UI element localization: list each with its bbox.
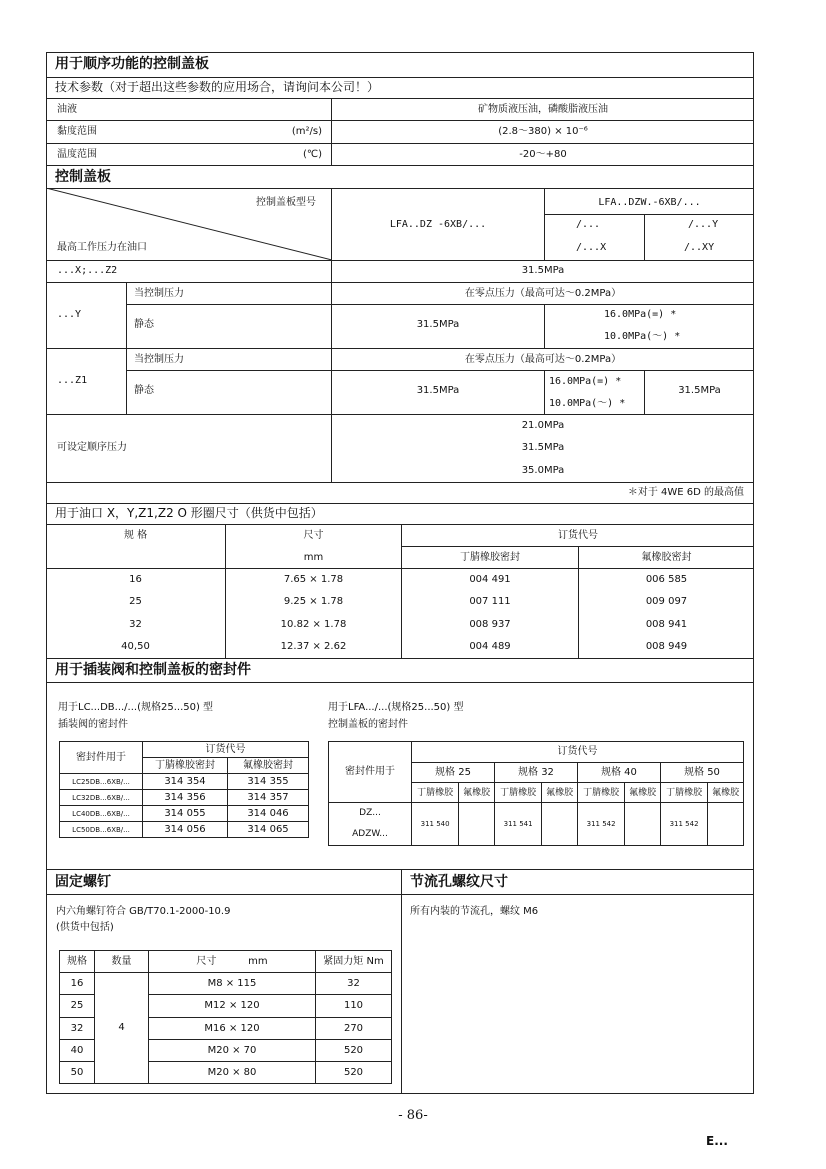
seq-pressure-value: 35.0MPa	[521, 465, 565, 476]
oring-dim: 7.65 × 1.78	[283, 574, 344, 585]
diag-header-top: 控制盖板型号	[256, 197, 316, 208]
port-label: ...Y	[57, 309, 82, 320]
oring-dim: 10.82 × 1.78	[280, 619, 347, 630]
divider	[544, 214, 754, 215]
seal-nbr: 314 354	[143, 774, 228, 790]
oring-dim: 12.37 × 2.62	[280, 641, 347, 652]
divider	[544, 370, 545, 414]
oring-nbr: 004 489	[469, 641, 511, 652]
table-row	[60, 774, 309, 790]
screw-torque: 270	[316, 1018, 392, 1040]
divider	[46, 143, 754, 144]
screw-dim: M8 × 115	[149, 973, 316, 995]
cover-seal-type: DZ...	[359, 808, 381, 818]
section-title-seals: 用于插装阀和控制盖板的密封件	[55, 662, 251, 678]
divider	[46, 282, 754, 283]
section-title-control-cover: 控制盖板	[55, 169, 111, 185]
cover-type-dz: LFA..DZ -6XB/...	[389, 219, 487, 230]
table-row	[60, 806, 309, 822]
divider	[46, 482, 754, 483]
left-header-nbr: 丁腈橡胶密封	[143, 758, 228, 774]
oring-nbr: 007 111	[469, 596, 511, 607]
left-caption: 用于LC...DB.../...(规格25...50) 型	[58, 702, 214, 713]
tech-params-title: 技术参数（对于超出这些参数的应用场合，请询问本公司！）	[55, 80, 380, 94]
screw-qty: 4	[95, 973, 149, 1084]
divider	[126, 304, 754, 305]
screw-size: 40	[60, 1040, 95, 1062]
col-header-dim-unit: mm	[303, 552, 324, 563]
divider	[331, 188, 332, 482]
screw-torque: 110	[316, 995, 392, 1018]
divider	[401, 546, 754, 547]
empty-cell	[625, 803, 661, 846]
divider	[46, 348, 754, 349]
pressure-value: 31.5MPa	[521, 265, 565, 276]
divider	[46, 682, 754, 683]
divider	[401, 869, 402, 1094]
param-value: (2.8～380) × 10⁻⁶	[498, 126, 588, 137]
size-header: 规格 40	[577, 763, 660, 783]
size-header: 规格 25	[412, 763, 495, 783]
param-unit: (m²/s)	[291, 126, 322, 137]
section-title-orifice: 节流孔螺纹尺寸	[410, 874, 508, 890]
static-value: 31.5MPa	[416, 319, 460, 330]
orifice-text: 所有内装的节流孔，螺纹 M6	[410, 906, 539, 917]
table-row	[60, 822, 309, 838]
divider	[401, 524, 402, 658]
param-label: 温度范围	[57, 149, 97, 160]
right-caption: 用于LFA.../...(规格25...50) 型	[328, 702, 464, 713]
port-label: ...X;...Z2	[57, 265, 118, 276]
ctrl-label: 当控制压力	[134, 354, 184, 365]
param-value: 矿物质液压油，磷酸脂液压油	[478, 104, 608, 115]
static-label: 静态	[134, 319, 154, 330]
screw-dim: M20 × 70	[149, 1040, 316, 1062]
screw-size: 50	[60, 1062, 95, 1084]
divider	[46, 524, 754, 525]
mat-nbr: 丁腈橡胶	[660, 783, 707, 803]
screw-caption: (供货中包括)	[56, 922, 114, 933]
seal-fkm: 314 355	[228, 774, 309, 790]
footnote: ＊对于 4WE 6D 的最高值	[627, 487, 744, 498]
right-caption: 控制盖板的密封件	[328, 719, 408, 730]
table-row	[60, 973, 392, 995]
col-header-nbr: 丁腈橡胶密封	[460, 552, 520, 563]
divider	[46, 98, 754, 99]
oring-nbr: 004 491	[469, 574, 511, 585]
oring-size: 32	[129, 619, 142, 630]
oring-fkm: 009 097	[645, 596, 688, 607]
left-header-fkm: 氟橡胶密封	[228, 758, 309, 774]
col-header-order: 订货代号	[558, 530, 598, 541]
screw-size: 32	[60, 1018, 95, 1040]
seal-nbr: 314 055	[143, 806, 228, 822]
divider	[46, 869, 754, 870]
seq-pressure-value: 31.5MPa	[521, 442, 565, 453]
diag-header-bottom: 最高工作压力在油口	[57, 242, 147, 253]
param-value: -20～+80	[519, 149, 567, 160]
section-title-screws: 固定螺钉	[55, 874, 111, 890]
seq-pressure-label: 可设定顺序压力	[57, 442, 127, 453]
divider	[46, 568, 754, 569]
section-title-sequence-cover: 用于顺序功能的控制盖板	[55, 56, 209, 72]
seal-type: LC25DB...6XB/...	[60, 774, 143, 790]
right-header-order: 订货代号	[412, 742, 744, 763]
oring-dim: 9.25 × 1.78	[283, 596, 344, 607]
divider	[225, 524, 226, 658]
header-size: 规格	[60, 951, 95, 973]
screw-torque: 520	[316, 1040, 392, 1062]
left-header-order: 订货代号	[143, 742, 309, 758]
static-value: 16.0MPa(=) *	[604, 309, 677, 320]
param-unit: (℃)	[302, 149, 322, 160]
divider	[46, 503, 754, 504]
table-row	[329, 803, 744, 846]
oring-size: 40,50	[121, 641, 150, 652]
param-label: 油液	[57, 104, 77, 115]
seal-table-cover	[328, 741, 744, 846]
divider	[126, 370, 754, 371]
cover-seal-code: 311 540	[412, 803, 459, 846]
mat-fkm: 氟橡胶	[459, 783, 495, 803]
seal-fkm: 314 357	[228, 790, 309, 806]
header-torque: 紧固力矩 Nm	[316, 951, 392, 973]
screw-size: 25	[60, 995, 95, 1018]
oring-size: 16	[129, 574, 142, 585]
divider	[644, 214, 645, 260]
seal-nbr: 314 056	[143, 822, 228, 838]
static-value: 31.5MPa	[416, 385, 460, 396]
empty-cell	[542, 803, 578, 846]
divider	[46, 658, 754, 659]
col-header-dim: 尺寸	[303, 530, 324, 541]
seal-type: LC50DB...6XB/...	[60, 822, 143, 838]
oring-nbr: 008 937	[469, 619, 511, 630]
screw-table	[59, 950, 392, 1084]
screw-dim: M20 × 80	[149, 1062, 316, 1084]
page-number: - 86-	[398, 1108, 428, 1123]
oring-fkm: 008 941	[645, 619, 688, 630]
corner-mark: E...	[706, 1134, 728, 1148]
screw-size: 16	[60, 973, 95, 995]
mat-fkm: 氟橡胶	[542, 783, 578, 803]
divider	[544, 304, 545, 348]
left-header-type: 密封件用于	[60, 742, 143, 774]
mat-nbr: 丁腈橡胶	[494, 783, 541, 803]
seal-nbr: 314 356	[143, 790, 228, 806]
oring-section-title: 用于油口 X，Y,Z1,Z2 O 形圈尺寸（供货中包括）	[55, 506, 323, 520]
static-value: 10.0MPa(～) *	[549, 398, 626, 409]
mat-nbr: 丁腈橡胶	[412, 783, 459, 803]
size-header: 规格 32	[494, 763, 577, 783]
param-label: 黏度范围	[57, 126, 97, 137]
seal-fkm: 314 046	[228, 806, 309, 822]
divider	[46, 414, 754, 415]
table-row	[60, 790, 309, 806]
divider	[126, 282, 127, 348]
seq-pressure-value: 21.0MPa	[521, 420, 565, 431]
divider	[46, 165, 754, 166]
static-value: 10.0MPa(～) *	[604, 331, 681, 342]
cover-seal-type: ADZW...	[352, 829, 388, 839]
divider	[126, 348, 127, 414]
cover-seal-code: 311 542	[660, 803, 707, 846]
static-value: 16.0MPa(=) *	[549, 376, 622, 387]
screw-dim: M12 × 120	[149, 995, 316, 1018]
cover-subtype: /...	[576, 219, 601, 230]
col-header-size: 规 格	[123, 530, 148, 541]
divider	[46, 120, 754, 121]
static-label: 静态	[134, 385, 154, 396]
screw-dim: M16 × 120	[149, 1018, 316, 1040]
header-dim: 尺寸	[196, 955, 217, 967]
port-label: ...Z1	[57, 375, 88, 386]
screw-caption: 内六角螺钉符合 GB/T70.1-2000-10.9	[56, 906, 231, 917]
empty-cell	[708, 803, 744, 846]
header-qty: 数量	[95, 951, 149, 973]
left-caption: 插装阀的密封件	[58, 719, 128, 730]
right-header-type: 密封件用于	[329, 742, 412, 803]
seal-fkm: 314 065	[228, 822, 309, 838]
ctrl-value: 在零点压力（最高可达～0.2MPa）	[464, 354, 622, 365]
ctrl-label: 当控制压力	[134, 288, 184, 299]
cover-seal-code: 311 542	[577, 803, 624, 846]
col-header-fkm: 氟橡胶密封	[641, 552, 692, 563]
seal-type: LC32DB...6XB/...	[60, 790, 143, 806]
cover-subtype: /..XY	[684, 242, 715, 253]
cover-subtype: /...Y	[688, 219, 719, 230]
oring-size: 25	[129, 596, 142, 607]
empty-cell	[459, 803, 495, 846]
cover-seal-code: 311 541	[494, 803, 541, 846]
screw-torque: 32	[316, 973, 392, 995]
seal-type: LC40DB...6XB/...	[60, 806, 143, 822]
oring-fkm: 008 949	[645, 641, 688, 652]
cover-subtype: /...X	[576, 242, 607, 253]
cover-type-dzw: LFA..DZW.-6XB/...	[598, 197, 701, 208]
ctrl-value: 在零点压力（最高可达～0.2MPa）	[464, 288, 622, 299]
size-header: 规格 50	[660, 763, 743, 783]
screw-torque: 520	[316, 1062, 392, 1084]
divider	[46, 894, 754, 895]
header-dim-unit: mm	[248, 955, 268, 967]
mat-nbr: 丁腈橡胶	[577, 783, 624, 803]
mat-fkm: 氟橡胶	[708, 783, 744, 803]
divider	[46, 260, 754, 261]
divider	[46, 77, 754, 78]
oring-fkm: 006 585	[645, 574, 688, 585]
seal-table-cartridge	[59, 741, 309, 838]
static-value: 31.5MPa	[678, 385, 721, 396]
mat-fkm: 氟橡胶	[625, 783, 661, 803]
